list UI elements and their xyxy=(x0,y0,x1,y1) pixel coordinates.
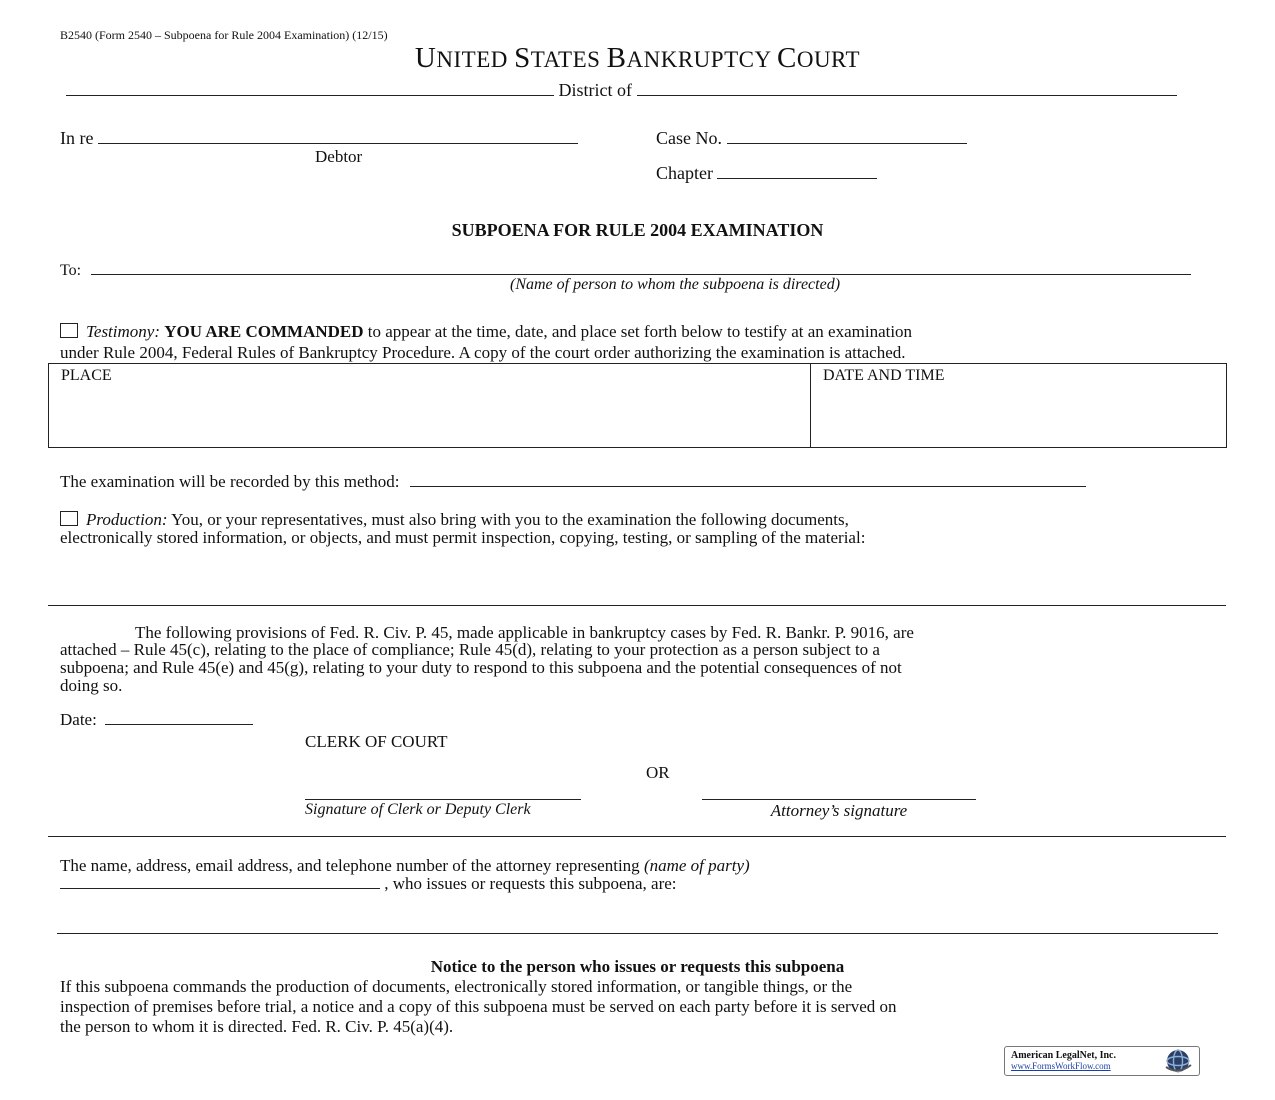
case-no-row xyxy=(656,128,967,149)
date-label: Date: xyxy=(60,710,97,729)
district-line xyxy=(66,80,1177,101)
logo-url[interactable]: www.FormsWorkFlow.com xyxy=(1011,1061,1111,1071)
or-label: OR xyxy=(646,763,670,782)
attorney-signature-field[interactable] xyxy=(702,785,976,800)
subpoena-title: SUBPOENA FOR RULE 2004 EXAMINATION xyxy=(451,220,824,240)
to-label: To: xyxy=(60,262,82,279)
district-name-field[interactable] xyxy=(66,81,554,96)
provisions-line-4: doing so. xyxy=(60,676,123,695)
notice-line-1: If this subpoena commands the production of documents, electronically stored information, or tangible things, or the xyxy=(60,977,853,996)
attorney-info-line-1: The name, address, email address, and telephone number of the attorney representing (name of party) xyxy=(60,856,750,875)
chapter-row xyxy=(656,163,877,184)
production-text-1: You, or your representatives, must also bring with you to the examination the following documents, xyxy=(171,510,849,529)
provisions-line-3: subpoena; and Rule 45(e) and 45(g), relating to your duty to respond to this subpoena and the potential consequences of not xyxy=(60,658,902,677)
district-label: District of xyxy=(558,80,632,100)
production-paragraph xyxy=(60,510,849,530)
date-time-cell[interactable] xyxy=(811,364,956,447)
in-re-label: In re xyxy=(60,128,94,148)
testimony-checkbox[interactable] xyxy=(60,323,78,338)
chapter-label: Chapter xyxy=(656,163,713,183)
court-title: UNITED STATES BANKRUPTCY COURT xyxy=(414,42,861,74)
debtor-name-field[interactable] xyxy=(98,129,578,144)
production-label: Production: xyxy=(86,510,168,529)
to-caption: (Name of person to whom the subpoena is directed) xyxy=(509,276,841,293)
attorney-info-line-2: , who issues or requests this subpoena, are: xyxy=(60,874,677,894)
in-re-row xyxy=(60,128,578,149)
attorney-signature-caption: Attorney’s signature xyxy=(770,801,908,820)
debtor-label: Debtor xyxy=(315,147,363,166)
clerk-of-court-label: CLERK OF COURT xyxy=(305,732,448,751)
date-time-header: DATE AND TIME xyxy=(823,367,945,384)
globe-icon xyxy=(1161,1048,1195,1074)
clerk-signature-field[interactable] xyxy=(305,785,581,800)
date-row xyxy=(60,710,253,730)
district-field[interactable] xyxy=(637,81,1177,96)
chapter-field[interactable] xyxy=(717,164,877,179)
notice-line-2: inspection of premises before trial, a notice and a copy of this subpoena must be served on each party before it is served on xyxy=(60,997,897,1016)
production-checkbox[interactable] xyxy=(60,511,78,526)
party-name-field[interactable] xyxy=(60,874,380,889)
divider-3 xyxy=(57,933,1218,934)
divider-2 xyxy=(48,836,1226,837)
testimony-command: YOU ARE COMMANDED xyxy=(164,322,364,341)
notice-line-3: the person to whom it is directed. Fed. R. Civ. P. 45(a)(4). xyxy=(60,1017,454,1036)
date-field[interactable] xyxy=(105,710,253,725)
testimony-text-1: to appear at the time, date, and place set forth below to testify at an examination xyxy=(367,322,913,341)
place-cell[interactable] xyxy=(49,364,811,447)
testimony-paragraph xyxy=(60,322,1220,342)
provisions-line-1: The following provisions of Fed. R. Civ. P. 45, made applicable in bankruptcy cases by Fed. R. Bankr. P. 9016, are xyxy=(135,623,914,642)
recording-row xyxy=(60,472,1086,492)
party-name-label: (name of party) xyxy=(643,856,750,875)
recipient-name-field[interactable] xyxy=(91,260,1191,275)
notice-title: Notice to the person who issues or requests this subpoena xyxy=(430,957,845,976)
recording-method-field[interactable] xyxy=(410,472,1086,487)
testimony-text-2: under Rule 2004, Federal Rules of Bankruptcy Procedure. A copy of the court order authorizing the examination is attached. xyxy=(60,343,906,362)
case-no-field[interactable] xyxy=(727,129,967,144)
place-date-table xyxy=(48,363,1227,448)
logo-company-name: American LegalNet, Inc. xyxy=(1011,1050,1116,1061)
american-legalnet-logo[interactable] xyxy=(1004,1046,1200,1076)
form-id: B2540 (Form 2540 – Subpoena for Rule 2004 Examination) (12/15) xyxy=(60,28,388,42)
divider-1 xyxy=(48,605,1226,606)
recording-label: The examination will be recorded by this method: xyxy=(60,472,400,491)
testimony-label: Testimony: xyxy=(86,322,160,341)
place-header: PLACE xyxy=(61,367,112,384)
case-no-label: Case No. xyxy=(656,128,722,148)
production-text-2: electronically stored information, or objects, and must permit inspection, copying, testing, or sampling of the material: xyxy=(60,528,866,547)
provisions-line-2: attached – Rule 45(c), relating to the place of compliance; Rule 45(d), relating to your protection as a person subject to a xyxy=(60,640,880,659)
clerk-signature-caption: Signature of Clerk or Deputy Clerk xyxy=(305,801,531,818)
